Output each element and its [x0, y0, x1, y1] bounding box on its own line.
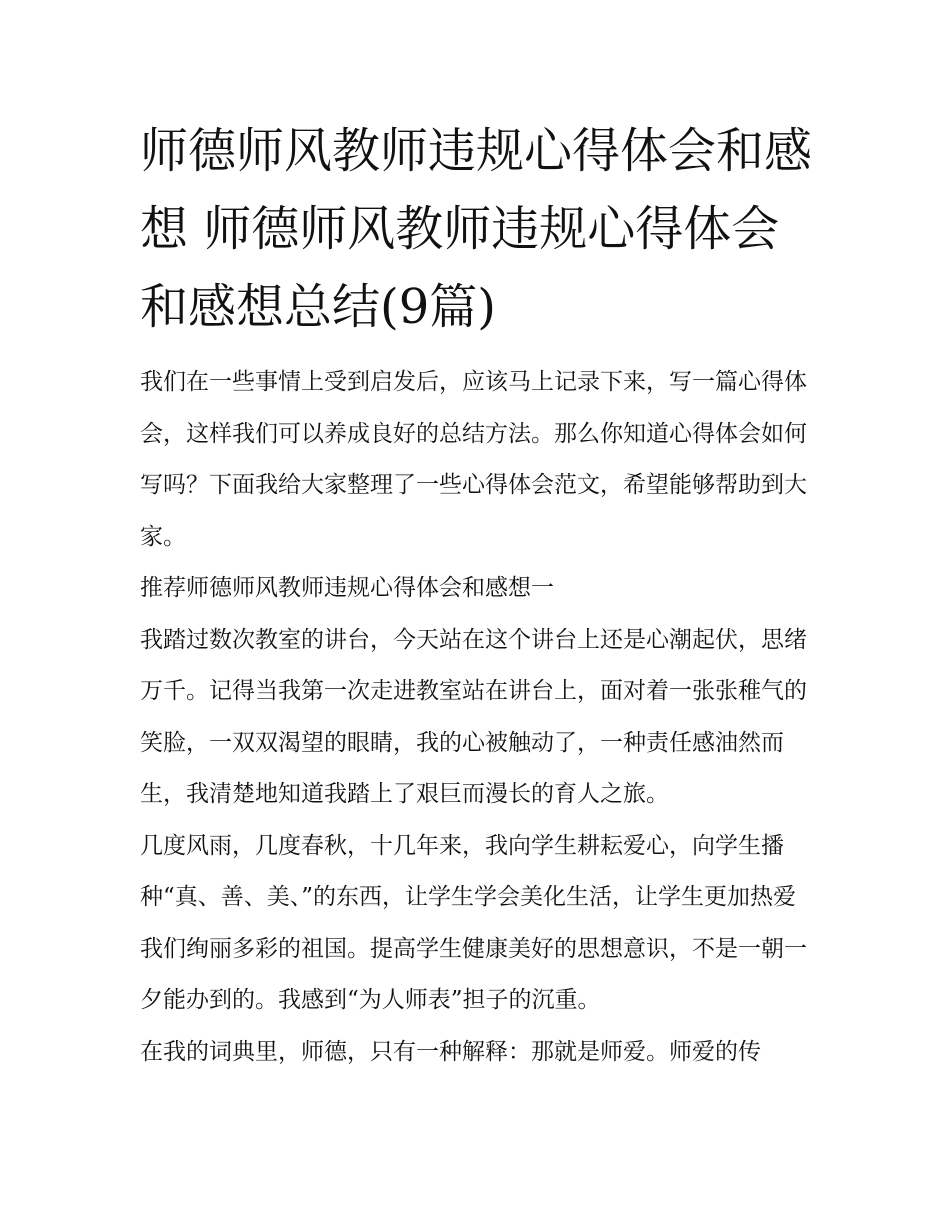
paragraph: 在我的词典里，师德，只有一种解释：那就是师爱。师爱的传 [140, 1038, 761, 1065]
paragraph-intro: 我们在一些事情上受到启发后，应该马上记录下来，写一篇心得体会，这样我们可以养成良好的总结方法。那么你知道心得体会如何写吗？下面我给大家整理了一些心得体会范文，希望能够帮助到大家。 [140, 369, 807, 550]
section-heading: 推荐师德师风教师违规心得体会和感想一 [140, 575, 554, 601]
paragraph: 我踏过数次教室的讲台，今天站在这个讲台上还是心潮起伏，思绪万千。记得当我第一次走进教室站在讲台上，面对着一张张稚气的笑脸，一双双渴望的眼睛，我的心被触动了，一种责任感油然而生，我清楚地知道我踏上了艰巨而漫长的育人之旅。 [140, 626, 807, 807]
document-title: 师德师风教师违规心得体会和感想 师德师风教师违规心得体会和感想总结(9篇) [140, 123, 813, 335]
document-body [140, 357, 815, 1078]
paragraph: 几度风雨，几度春秋，十几年来，我向学生耕耘爱心，向学生播种“真、善、美、”的东西，让学生学会美化生活，让学生更加热爱我们绚丽多彩的祖国。提高学生健康美好的思想意识，不是一朝一夕能办到的。我感到“为人师表”担子的沉重。 [140, 832, 807, 1013]
